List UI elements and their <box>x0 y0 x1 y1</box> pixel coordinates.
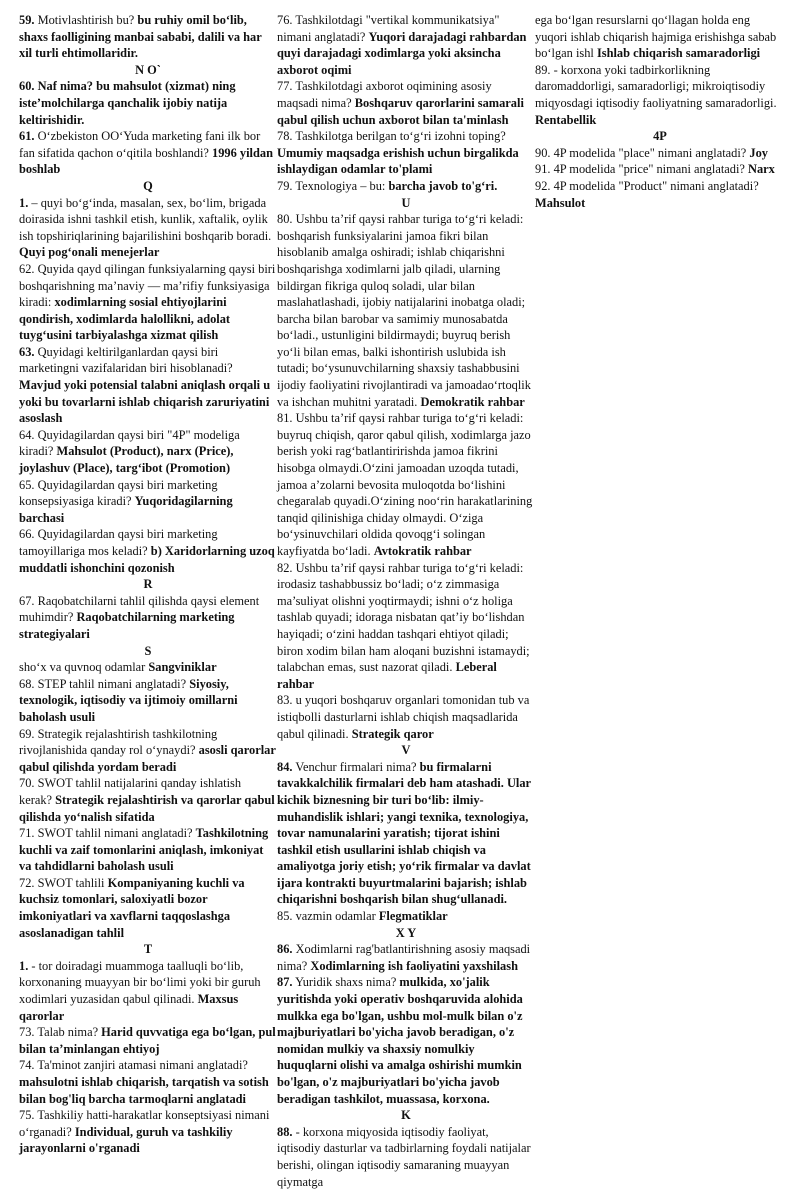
section-letter-heading: T <box>143 942 153 957</box>
question-text: 65. Quyidagilardan qaysi biri marketing konsepsiyasiga kiradi? <box>19 477 218 509</box>
question-item <box>19 477 277 527</box>
answer-text: Mavjud yoki potensial talabni aniqlash orqali u yoki bu tovarlarni ishlab chiqarish zaruriyatini asoslash <box>19 378 271 426</box>
text-column-2 <box>277 12 535 1190</box>
question-text: 91. 4P modelida "price" nimani anglatadi? <box>535 162 749 177</box>
question-item <box>19 12 277 62</box>
question-item <box>277 941 535 974</box>
question-item <box>535 161 785 178</box>
answer-text: Avtokratik rahbar <box>373 544 472 558</box>
section-letter-heading: R <box>143 577 153 592</box>
question-item <box>535 145 785 162</box>
answer-text: 1996 yildan boshlab <box>19 145 273 177</box>
answer-text: bu ruhiy omil bo‘lib, shaxs faolligining manbai sababi, dalili va har xil turli ehtimollaridir. <box>19 13 262 61</box>
answer-text: Maxsus qarorlar <box>19 992 239 1023</box>
answer-text: Yuqoridagilarning barchasi <box>19 494 233 525</box>
answer-text: Tashkilotning kuchli va zaif tomonlarini aniqlash, imkoniyat va tahdidlarni baholash usuli <box>19 826 269 874</box>
question-item <box>19 676 277 726</box>
section-letter-heading: V <box>401 743 411 758</box>
question-text: 87. Yuridik shaxs nima? <box>277 975 400 990</box>
question-item <box>277 128 535 178</box>
question-item <box>19 958 277 1024</box>
section-letter-heading: Q <box>143 178 153 193</box>
question-item <box>19 659 277 676</box>
answer-text: Joy <box>749 145 768 160</box>
question-text: 89. - korxona yoki tadbirkorlikning daromaddorligi, samaradorligi; mikroiqtisodiy miqyosdagi iqtisodiy faoliyatning samaradorligi. <box>535 62 777 110</box>
answer-text: Boshqaruv qarorlarini samarali qabul qilish uchun axborot bilan ta'minlash <box>277 95 524 127</box>
question-text: 66. Quyidagilardan qaysi biri marketing tamoyillariga mos keladi? <box>19 527 218 558</box>
question-text: 82. Ushbu ta’rif qaysi rahbar turiga to‘g‘ri keladi: irodasiz tashabbussiz bo‘ladi; o‘z zimmasiga ma’suliyat olishni yoqtirmaydi; ishni o‘z holiga tashlab quyadi; idoraga nisbatan qat’iy bo‘lishdan hayiqadi; o‘zini haddan tashqari ehtiyot qiladi; biron xodim bilan ham aloqani buzishni istamaydi; talabchan emas, sust nazorat qiladi. <box>277 560 530 675</box>
question-text: 60. Naf nima? bu mahsulot (xizmat) ning iste’molchilarga qanchalik ijobiy natija keltirishidir. <box>19 79 236 127</box>
question-text: 59. Motivlashtirish bu? <box>19 13 138 27</box>
answer-text: Raqobatchilarning marketing strategiyalari <box>19 610 235 641</box>
question-item <box>19 261 277 344</box>
question-item <box>535 12 785 62</box>
question-item <box>19 526 277 576</box>
answer-text: Narx <box>748 162 775 177</box>
question-text: 90. 4P modelida "place" nimani anglatadi? <box>535 145 750 160</box>
question-item <box>19 427 277 477</box>
question-item <box>277 12 535 78</box>
question-item <box>535 62 785 128</box>
question-text: 67. Raqobatchilarni tahlil qilishda qaysi element muhimdir? <box>19 593 260 625</box>
question-text: 80. Ushbu ta’rif qaysi rahbar turiga to‘g‘ri keladi: boshqarish funksiyalarini jamoa fikri bilan hisoblanib amalga oshiradi; ishlab chiqarishni boshqarishga xodimlarni jalb qiladi, ularning bildirgan fikriga quloq soladi, ular bilan maslahatlashadi, ijobiy natijalarini inobatga oladi; barcha bilan barobar va samimiy munosabatda bo‘ladi., ustunligini bildirmaydi; buyruq berish yo‘li bilan emas, balki ishontirish uslubida ish tutadi; bo‘ysunuvchilarning shaxsiy tashabbusini ijodiy faoliyatini rivojlantiradi va jamoadao‘rtoqlik va ishchan muhitni yaratadi. <box>277 212 531 409</box>
question-item <box>19 78 277 128</box>
question-item <box>277 178 535 195</box>
question-text: 92. 4P modelida "Product" nimani anglatadi? <box>535 178 759 193</box>
question-item <box>19 593 277 643</box>
question-text: 86. Xodimlarni rag'batlantirishning asosiy maqsadi nima? <box>277 942 531 973</box>
question-text: 69. Strategik rejalashtirish tashkilotning rivojlanishida qanday rol o‘ynaydi? <box>19 726 218 758</box>
answer-text: bu firmalarni tavakkalchilik firmalari deb ham atashadi. Ular kichik biznesning bir turi bo‘lib: ilmiy-muhandislik ishlari; yangi texnika, texnologiya, tovar namunalarini yaratish; tijorat ishini tashkil etish usullarini ishlab chiqish va amaliyotga joriy etish; yo‘rik firmalar va davlat ijara kontrakti buyurtmalarini bajarish; ishlab chiqarishni boshqarish bilan shug‘ullanadi. <box>277 759 531 907</box>
question-text: 83. u yuqori boshqaruv organlari tomonidan tub va istiqbolli dasturlarni ishlab chiqish maqsadlarida qabul qilinadi. <box>277 693 530 741</box>
question-text: sho‘x va quvnoq odamlar <box>19 660 149 675</box>
text-column-1 <box>19 12 277 1157</box>
answer-text: Leberal rahbar <box>277 660 497 691</box>
question-item <box>535 178 785 211</box>
question-item <box>19 1107 277 1157</box>
question-text: 88. - korxona miqyosida iqtisodiy faoliyat, iqtisodiy dasturlar va tadbirlarning foydali natijalar berishi, olingan iqtisodiy samaraning muayyan qiymatga <box>277 1124 531 1189</box>
answer-text: Umumiy maqsadga erishish uchun birgalikda ishlaydigan odamlar to'plami <box>277 145 519 177</box>
answer-text: b) Xaridorlarning uzoq muddatli ishonchini qozonish <box>19 544 275 575</box>
section-letter-heading: 4P <box>653 129 667 144</box>
text-column-3 <box>535 12 785 211</box>
question-text: 64. Quyidagilardan qaysi biri "4P" modeliga kiradi? <box>19 427 240 459</box>
answer-text: Flegmatiklar <box>378 909 448 924</box>
question-text: 61. O‘zbekiston OO‘Yuda marketing fani ilk bor fan sifatida qachon o‘qitila boshlandi? <box>19 129 261 160</box>
question-item <box>277 692 535 742</box>
answer-text: Siyosiy, texnologik, iqtisodiy va ijtimoiy omillarni baholash usuli <box>19 676 238 724</box>
question-text: 70. SWOT tahlil natijalarini qanday ishlatish kerak? <box>19 776 242 807</box>
question-item <box>19 875 277 941</box>
answer-text: Strategik qaror <box>351 726 434 741</box>
question-item <box>19 1024 277 1057</box>
answer-text: Harid quvvatiga ega bo‘lgan, pul bilan ta’minlangan ehtiyoj <box>19 1025 276 1056</box>
section-letter-heading: K <box>401 1108 411 1123</box>
answer-text: asosli qarorlar qabul qilishda yordam beradi <box>19 743 276 774</box>
question-item <box>277 974 535 1107</box>
section-letter-heading: U <box>401 195 411 210</box>
question-text: 81. Ushbu ta’rif qaysi rahbar turiga to‘g‘ri keladi: buyruq chiqish, qaror qabul qilish, xodimlarga jazo berish yoki rag‘batlantiririshda jamoa fikrini hisobga olmaydi.O‘zini jamoadan uzoqda tutadi, jamoa a’zolarni bevosita muloqotda bo‘lishini chegaralab quyadi.O‘zining noo‘rin harakatlarining tanqid qilinishiga chiday olmaydi. O‘ziga bo‘ysinuvchilari oldida qovoqg‘i solingan kayfiyatda bo‘ladi. <box>277 411 533 558</box>
answer-text: mahsulotni ishlab chiqarish, tarqatish va sotish bilan bog'liq barcha tarmoqlarni anglatadi <box>19 1075 269 1106</box>
question-item <box>277 908 535 925</box>
question-item <box>277 410 535 559</box>
question-text: 77. Tashkilotdagi axborot oqimining asosiy maqsadi nima? <box>277 79 492 110</box>
question-item <box>277 211 535 410</box>
question-item <box>277 560 535 693</box>
question-text: 63. Quyidagi keltirilganlardan qaysi biri marketingni vazifalaridan biri hisoblanadi? <box>19 344 233 376</box>
answer-text: Sangviniklar <box>148 660 217 675</box>
question-text: 71. SWOT tahlil nimani anglatadi? <box>19 826 196 841</box>
answer-text: Kompaniyaning kuchli va kuchsiz tomonlari, saloxiyatli bozor imkoniyatlari va xavflarni taqqoslashga asoslanadigan tahlil <box>19 875 245 940</box>
question-item <box>19 128 277 178</box>
question-text: 79. Texnologiya – bu: <box>277 178 389 193</box>
question-text: 74. Ta'minot zanjiri atamasi nimani anglatadi? <box>19 1058 248 1073</box>
question-text: 68. STEP tahlil nimani anglatadi? <box>19 676 190 691</box>
section-letter-heading: S <box>144 643 152 658</box>
answer-text: xodimlarning sosial ehtiyojlarini qondirish, xodimlarda halollikni, adolat tuyg‘usini tarbiyalashga xizmat qilish <box>19 295 231 343</box>
question-item <box>277 759 535 908</box>
question-text: 85. vazmin odamlar <box>277 909 379 924</box>
answer-text: Xodimlarning ish faoliyatini yaxshilash <box>310 958 518 973</box>
question-text: 84. Venchur firmalari nima? <box>277 759 420 774</box>
answer-text: Ishlab chiqarish samaradorligi <box>596 46 761 61</box>
answer-text: Mahsulot (Product), narx (Price), joylashuv (Place), targ‘ibot (Promotion) <box>19 444 234 476</box>
question-text: ega bo‘lgan resurslarni qo‘llagan holda eng yuqori ishlab chiqarish hajmiga erishishga sabab bo‘lgan ishl <box>535 13 777 61</box>
question-item <box>277 1124 535 1190</box>
question-text: 73. Talab nima? <box>19 1025 102 1040</box>
answer-text: barcha javob to'g‘ri. <box>388 178 498 193</box>
section-letter-heading: X Y <box>395 925 417 940</box>
question-text: 62. Quyida qayd qilingan funksiyalarning qaysi biri boshqarishning ma’naviy — ma’rifiy funksiyasiga kiradi: <box>19 261 276 310</box>
question-item <box>19 775 277 825</box>
question-item <box>19 1057 277 1107</box>
question-text: 1. - tor doiradagi muammoga taalluqli bo‘lib, korxonaning muayyan bir bo‘limi yoki bir guruh xodimlari yuzasidan qabul qilinadi. <box>19 958 261 1007</box>
question-text: 75. Tashkiliy hatti-harakatlar konseptsiyasi nimani o‘rganadi? <box>19 1108 270 1139</box>
question-text: 1. – quyi bo‘g‘inda, masalan, sex, bo‘lim, brigada doirasida ishni tashkil etish, kunlik, xaftalik, oylik ish topshiriqlarining bajarilishini boshqarib boradi. <box>19 195 272 243</box>
question-item <box>19 726 277 776</box>
question-text: 76. Tashkilotdagi "vertikal kommunikatsiya" nimani anglatadi? <box>277 13 500 44</box>
answer-text: mulkida, xo'jalik yuritishda yoki operativ boshqaruvida alohida mulkka ega bo'lgan, ushbu mol-mulk bilan o'z majburiyatlari bo'yicha javob beradigan, o'z nomidan mulkiy va shaxsiy nomulkiy huquqlarni olishi va amalga oshirishi mumkin bo'lgan, o'z majburiyatlari bo'yicha javob beradigan tashkilot, muassasa, korxona. <box>277 975 523 1106</box>
answer-text: Rentabellik <box>535 112 597 127</box>
answer-text: Strategik rejalashtirish va qarorlar qabul qilishda yo‘nalish sifatida <box>19 792 275 824</box>
answer-text: Quyi pog‘onali menejerlar <box>19 245 160 260</box>
question-text: 78. Tashkilotga berilgan to‘g‘ri izohni toping? <box>277 129 506 144</box>
question-text: 72. SWOT tahlili <box>19 875 108 890</box>
question-item <box>19 825 277 875</box>
question-item <box>19 195 277 261</box>
question-item <box>277 78 535 128</box>
answer-text: Mahsulot <box>535 195 586 210</box>
answer-text: Yuqori darajadagi rahbardan quyi darajadagi xodimlarga yoki aksincha axborot oqimi <box>277 29 527 77</box>
question-item <box>19 344 277 427</box>
section-letter-heading: N O` <box>135 62 161 77</box>
answer-text: Demokratik rahbar <box>420 394 525 409</box>
answer-text: Individual, guruh va tashkiliy jarayonlarni o'rganadi <box>19 1124 233 1156</box>
